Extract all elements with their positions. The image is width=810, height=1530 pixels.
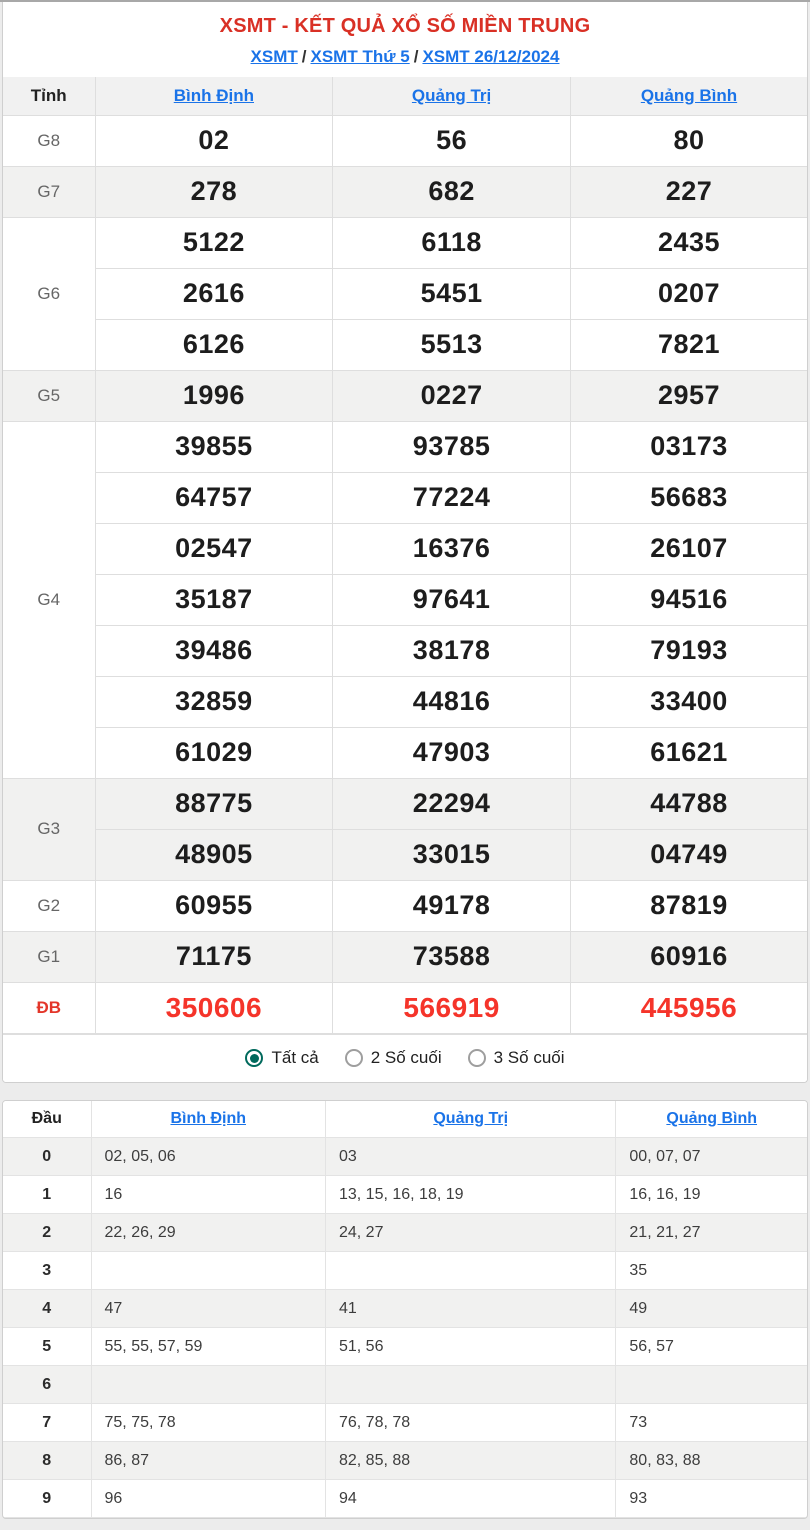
dau-row-8 (3, 1442, 807, 1480)
dau-values-cell: 02, 05, 06 (91, 1138, 325, 1176)
dau-row-9 (3, 1480, 807, 1518)
dau-digit-label: 1 (3, 1176, 91, 1214)
prize-row-g4 (3, 472, 807, 523)
result-number: 5122 (95, 217, 333, 268)
result-number: 60916 (570, 931, 807, 982)
result-number: 02 (95, 115, 333, 166)
dau-table (3, 1101, 807, 1519)
result-number: 38178 (333, 625, 571, 676)
dau-province-link-quang-tri[interactable]: Quảng Trị (433, 1109, 509, 1127)
dau-values-cell: 00, 07, 07 (616, 1138, 807, 1176)
result-number: 93785 (333, 421, 571, 472)
result-number: 77224 (333, 472, 571, 523)
prize-row-g4 (3, 574, 807, 625)
result-number: 26107 (570, 523, 807, 574)
result-number: 56683 (570, 472, 807, 523)
dau-digit-label: 8 (3, 1442, 91, 1480)
prize-row-g8 (3, 115, 807, 166)
result-number: 39855 (95, 421, 333, 472)
prize-row-g4 (3, 421, 807, 472)
dau-values-cell: 16, 16, 19 (616, 1176, 807, 1214)
result-number: 350606 (95, 982, 333, 1033)
dau-column-header-binh-dinh (91, 1101, 325, 1138)
dau-values-cell: 51, 56 (325, 1328, 615, 1366)
prize-row-đb (3, 982, 807, 1033)
dau-values-cell (616, 1366, 807, 1404)
province-link-binh-dinh[interactable]: Bình Định (173, 85, 254, 105)
dau-values-cell: 56, 57 (616, 1328, 807, 1366)
result-number: 5451 (333, 268, 571, 319)
dau-values-cell (91, 1366, 325, 1404)
result-number: 5513 (333, 319, 571, 370)
dau-row-4 (3, 1290, 807, 1328)
dau-values-cell: 73 (616, 1404, 807, 1442)
result-number: 6126 (95, 319, 333, 370)
dau-digit-label: 3 (3, 1252, 91, 1290)
dau-values-cell: 03 (325, 1138, 615, 1176)
dau-column-header-quang-binh (616, 1101, 807, 1138)
result-number: 64757 (95, 472, 333, 523)
dau-values-cell: 13, 15, 16, 18, 19 (325, 1176, 615, 1214)
results-table-body (3, 115, 807, 1033)
dau-digit-label: 6 (3, 1366, 91, 1404)
result-number: 278 (95, 166, 333, 217)
result-number: 97641 (333, 574, 571, 625)
dau-values-cell: 80, 83, 88 (616, 1442, 807, 1480)
result-number: 2957 (570, 370, 807, 421)
dau-values-cell: 76, 78, 78 (325, 1404, 615, 1442)
prize-row-g3 (3, 778, 807, 829)
result-number: 60955 (95, 880, 333, 931)
result-number: 1996 (95, 370, 333, 421)
prize-label: G4 (3, 421, 95, 778)
dau-column-header: Đầu (3, 1101, 91, 1138)
prize-row-g4 (3, 523, 807, 574)
result-number: 49178 (333, 880, 571, 931)
prize-row-g3 (3, 829, 807, 880)
column-header-binh-dinh (95, 77, 333, 115)
dau-values-cell: 22, 26, 29 (91, 1214, 325, 1252)
dau-row-3 (3, 1252, 807, 1290)
dau-values-cell: 21, 21, 27 (616, 1214, 807, 1252)
prize-label: ĐB (3, 982, 95, 1033)
breadcrumb-link-date[interactable]: XSMT 26/12/2024 (422, 47, 560, 66)
result-number: 33400 (570, 676, 807, 727)
dau-values-cell: 35 (616, 1252, 807, 1290)
dau-values-cell (325, 1366, 615, 1404)
filter-option-label: Tất cả (271, 1048, 319, 1067)
result-number: 80 (570, 115, 807, 166)
prize-row-g6 (3, 217, 807, 268)
result-number: 03173 (570, 421, 807, 472)
result-number: 48905 (95, 829, 333, 880)
dau-values-cell: 96 (91, 1480, 325, 1518)
dau-values-cell: 47 (91, 1290, 325, 1328)
radio-unselected-icon[interactable] (345, 1049, 363, 1067)
prize-label: G3 (3, 778, 95, 880)
dau-values-cell: 94 (325, 1480, 615, 1518)
result-number: 445956 (570, 982, 807, 1033)
result-number: 16376 (333, 523, 571, 574)
dau-digit-label: 5 (3, 1328, 91, 1366)
result-number: 2616 (95, 268, 333, 319)
breadcrumb-link-xsmt[interactable]: XSMT (250, 47, 298, 66)
breadcrumb-link-weekday[interactable]: XSMT Thứ 5 (310, 47, 410, 66)
radio-unselected-icon[interactable] (468, 1049, 486, 1067)
dau-values-cell (91, 1252, 325, 1290)
page-title: XSMT - KẾT QUẢ XỔ SỐ MIỀN TRUNG (219, 15, 591, 37)
filter-option-label: 3 Số cuối (493, 1048, 565, 1067)
dau-values-cell (325, 1252, 615, 1290)
dau-row-6 (3, 1366, 807, 1404)
dau-row-1 (3, 1176, 807, 1214)
result-number: 71175 (95, 931, 333, 982)
prize-label: G7 (3, 166, 95, 217)
breadcrumb-separator: / (301, 47, 307, 66)
dau-values-cell: 24, 27 (325, 1214, 615, 1252)
province-column-header: Tỉnh (3, 77, 95, 115)
prize-label: G5 (3, 370, 95, 421)
result-number: 02547 (95, 523, 333, 574)
prize-label: G1 (3, 931, 95, 982)
result-number: 32859 (95, 676, 333, 727)
prize-label: G8 (3, 115, 95, 166)
result-number: 73588 (333, 931, 571, 982)
dau-column-header-quang-tri (325, 1101, 615, 1138)
result-number: 88775 (95, 778, 333, 829)
result-number: 682 (333, 166, 571, 217)
prize-row-g6 (3, 268, 807, 319)
result-number: 35187 (95, 574, 333, 625)
page-header (3, 2, 807, 77)
province-link-quang-tri[interactable]: Quảng Trị (411, 85, 492, 105)
dau-values-cell: 41 (325, 1290, 615, 1328)
result-number: 2435 (570, 217, 807, 268)
dau-values-cell: 75, 75, 78 (91, 1404, 325, 1442)
result-number: 44816 (333, 676, 571, 727)
dau-digit-label: 4 (3, 1290, 91, 1328)
result-number: 61029 (95, 727, 333, 778)
dau-province-link-binh-dinh[interactable]: Bình Định (170, 1109, 247, 1127)
result-number: 47903 (333, 727, 571, 778)
dau-digit-label: 2 (3, 1214, 91, 1252)
result-number: 39486 (95, 625, 333, 676)
result-number: 87819 (570, 880, 807, 931)
dau-row-7 (3, 1404, 807, 1442)
prize-row-g4 (3, 727, 807, 778)
results-table (3, 77, 807, 1034)
results-card (2, 2, 808, 1083)
dau-table-body (3, 1138, 807, 1518)
dau-header-row (3, 1101, 807, 1138)
dau-row-5 (3, 1328, 807, 1366)
dau-digit-label: 9 (3, 1480, 91, 1518)
prize-label: G2 (3, 880, 95, 931)
result-number: 79193 (570, 625, 807, 676)
filter-option-0[interactable] (245, 1048, 318, 1068)
result-number: 7821 (570, 319, 807, 370)
filter-option-1[interactable] (345, 1048, 442, 1068)
prize-row-g2 (3, 880, 807, 931)
province-link-quang-binh[interactable]: Quảng Bình (640, 85, 738, 105)
prize-row-g4 (3, 676, 807, 727)
prize-row-g7 (3, 166, 807, 217)
column-header-quang-binh (570, 77, 807, 115)
display-filter (3, 1034, 807, 1082)
dau-values-cell: 93 (616, 1480, 807, 1518)
result-number: 61621 (570, 727, 807, 778)
result-number: 04749 (570, 829, 807, 880)
dau-row-2 (3, 1214, 807, 1252)
result-number: 33015 (333, 829, 571, 880)
dau-values-cell: 86, 87 (91, 1442, 325, 1480)
result-number: 44788 (570, 778, 807, 829)
result-number: 94516 (570, 574, 807, 625)
breadcrumb (3, 47, 807, 67)
dau-digit-label: 0 (3, 1138, 91, 1176)
result-number: 6118 (333, 217, 571, 268)
prize-row-g1 (3, 931, 807, 982)
dau-province-link-quang-binh[interactable]: Quảng Bình (666, 1109, 758, 1127)
result-number: 227 (570, 166, 807, 217)
dau-card (2, 1100, 808, 1520)
prize-row-g4 (3, 625, 807, 676)
results-header-row (3, 77, 807, 115)
filter-option-2[interactable] (468, 1048, 565, 1068)
dau-digit-label: 7 (3, 1404, 91, 1442)
prize-label: G6 (3, 217, 95, 370)
result-number: 0207 (570, 268, 807, 319)
result-number: 566919 (333, 982, 571, 1033)
dau-row-0 (3, 1138, 807, 1176)
result-number: 56 (333, 115, 571, 166)
dau-values-cell: 49 (616, 1290, 807, 1328)
result-number: 0227 (333, 370, 571, 421)
column-header-quang-tri (333, 77, 571, 115)
dau-values-cell: 82, 85, 88 (325, 1442, 615, 1480)
dau-values-cell: 55, 55, 57, 59 (91, 1328, 325, 1366)
result-number: 22294 (333, 778, 571, 829)
prize-row-g6 (3, 319, 807, 370)
prize-row-g5 (3, 370, 807, 421)
filter-option-label: 2 Số cuối (370, 1048, 442, 1067)
radio-selected-icon[interactable] (245, 1049, 263, 1067)
dau-values-cell: 16 (91, 1176, 325, 1214)
breadcrumb-separator: / (413, 47, 419, 66)
